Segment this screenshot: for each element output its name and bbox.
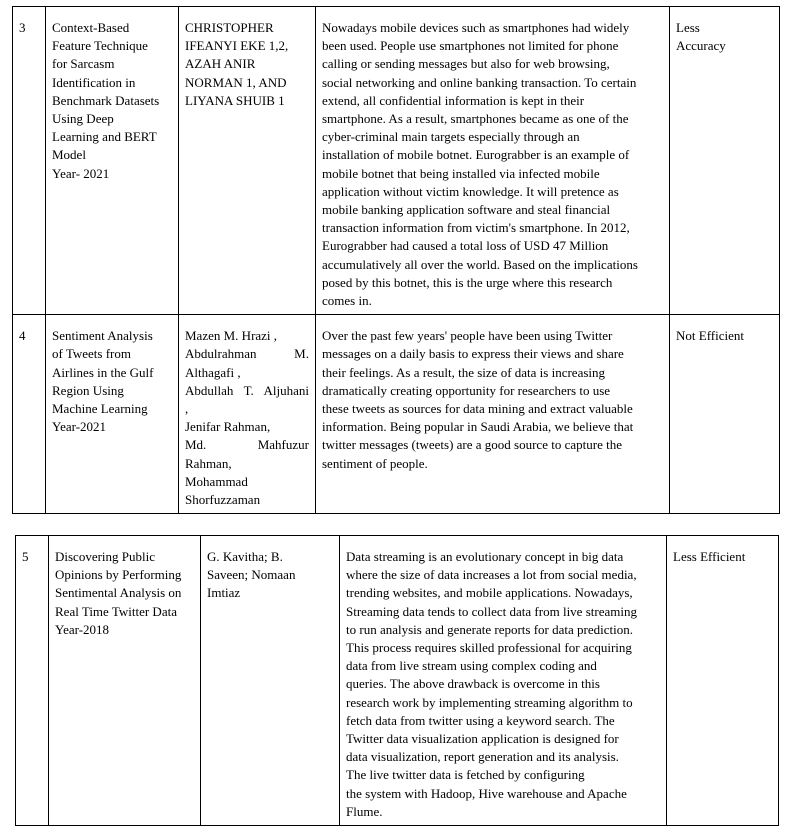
row-number: 4 — [13, 315, 46, 514]
authors-cell: Mazen M. Hrazi , Abdulrahman M. Althagafi , Abdullah T. Aljuhani , Jenifar Rahman, Md. Mahfuzur Rahman, Mohammad Shorfuzzaman — [179, 315, 316, 514]
literature-table-2 — [15, 535, 779, 826]
table-row — [13, 7, 780, 315]
paper-title-cell: Sentiment Analysis of Tweets from Airlines in the Gulf Region Using Machine Learning Year-2021 — [46, 315, 179, 514]
row-number: 3 — [13, 7, 46, 315]
paper-title-cell: Discovering Public Opinions by Performing Sentimental Analysis on Real Time Twitter Data Year-2018 — [49, 536, 201, 826]
remark-cell: Less Efficient — [667, 536, 779, 826]
row-number: 5 — [16, 536, 49, 826]
abstract-cell: Over the past few years' people have been using Twitter messages on a daily basis to express their views and share their feelings. As a result, the size of data is increasing dramatically creating opportunity for researchers to use these tweets as sources for data mining and extract valuable information. Being popular in Saudi Arabia, we believe that twitter messages (tweets) are a good source to capture the sentiment of people. — [316, 315, 670, 514]
remark-cell: Not Efficient — [670, 315, 780, 514]
authors-cell: CHRISTOPHER IFEANYI EKE 1,2, AZAH ANIR NORMAN 1, AND LIYANA SHUIB 1 — [179, 7, 316, 315]
remark-cell: Less Accuracy — [670, 7, 780, 315]
authors-cell: G. Kavitha; B. Saveen; Nomaan Imtiaz — [201, 536, 340, 826]
table-row — [13, 315, 780, 514]
paper-title-cell: Context-Based Feature Technique for Sarcasm Identification in Benchmark Datasets Using Deep Learning and BERT Model Year- 2021 — [46, 7, 179, 315]
literature-table-1 — [12, 6, 780, 514]
abstract-cell: Nowadays mobile devices such as smartphones had widely been used. People use smartphones not limited for phone calling or sending messages but also for web browsing, social networking and online banking transaction. To certain extend, all confidential information is kept in their smartphone. As a result, smartphones became as one of the cyber-criminal main targets especially through an installation of mobile botnet. Eurograbber is an example of mobile botnet that being installed via infected mobile application without victim knowledge. It will pretence as mobile banking application software and steal financial transaction information from victim's smartphone. In 2012, Eurograbber had caused a total loss of USD 47 Million accumulatively all over the world. Based on the implications posed by this botnet, this is the urge where this research comes in. — [316, 7, 670, 315]
table-row — [16, 536, 779, 826]
abstract-cell: Data streaming is an evolutionary concept in big data where the size of data increases a lot from social media, trending websites, and mobile applications. Nowadays, Streaming data tends to collect data from live streaming to run analysis and generate reports for data prediction. This process requires skilled professional for acquiring data from live stream using complex coding and queries. The above drawback is overcome in this research work by implementing streaming algorithm to fetch data from twitter using a keyword search. The Twitter data visualization application is designed for data visualization, report generation and its analysis. The live twitter data is fetched by configuring the system with Hadoop, Hive warehouse and Apache Flume. — [340, 536, 667, 826]
